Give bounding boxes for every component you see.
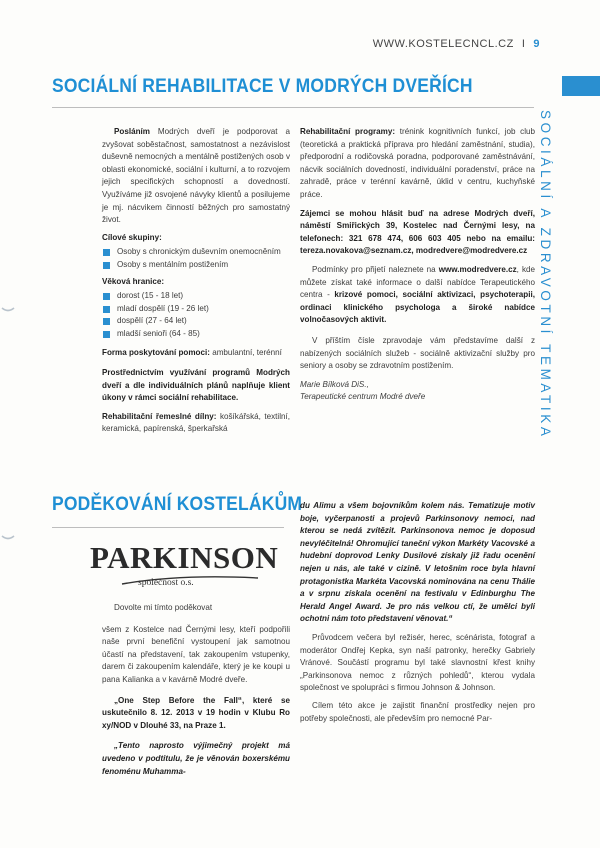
bold-statement: Prostřednictvím využívání programů Modrých dveří a dle individuálních plánů naplňuje klient úkony v rámci sociální rehabilitace.	[102, 368, 290, 403]
signature-org: Terapeutické centrum Modré dveře	[300, 392, 426, 402]
title-rule	[52, 107, 534, 108]
title-rule	[52, 527, 284, 528]
goal-paragraph: Cílem této akce je zajistit finanční prostředky nejen pro potřeby společnosti, ale především pro nemocné Par-	[300, 700, 535, 723]
host-paragraph: Průvodcem večera byl režisér, herec, scénárista, fotograf a moderátor Ondřej Kepka, syn naší patronky, herečky Gabriely Vránové. Součástí programu byl také slavnostní křest knihy „Parkinsonova nemoc z různých pohledů“, kterou vydala společnost ve spolupráci s firmou Johnson & Johnson.	[300, 632, 535, 693]
logo-subtitle: společnost o.s.	[138, 578, 194, 588]
page-number: 9	[533, 38, 540, 50]
conditions-link[interactable]: www.modredvere.cz	[438, 264, 517, 274]
list-item: dospělí (27 - 64 let)	[102, 315, 290, 328]
list-item: Osoby s chronickým duševním onemocněním	[102, 246, 290, 259]
workshops-label: Rehabilitační řemeslné dílny:	[102, 411, 217, 421]
page-header	[373, 38, 540, 50]
age-heading: Věková hranice:	[102, 276, 165, 286]
contact-info: Zájemci se mohou hlásit buď na adrese Modrých dveří, náměstí Smiřických 39, Kostelec nad Černými lesy, na telefonech: 321 678 474, 606 603 405 nebo na emailu: tereza.novakova@seznam.cz, modredvere@modredvere.cz	[300, 208, 535, 256]
logo-wordmark: PARKINSON	[90, 540, 279, 575]
side-section-label: SOCIÁLNÍ A ZDRAVOTNÍ TEMATIKA	[538, 110, 553, 440]
intro-text: Modrých dveří je podporovat a zvyšovat soběstačnost, samostatnost a nezávislost duševně nemocných a mentálně postižených osob v oblasti ekonomické, sociální i kulturní, a to rozvojem jejich specifických schopností a dovedností. Využíváme již osvojené návyky klientů a posilujeme je mj. nácvikem činností běžných pro samostatný život.	[102, 127, 290, 225]
workshops-value: košíkářská, textilní, keramická, papírenská, šperkařská	[102, 411, 291, 434]
intro-paragraph	[102, 126, 290, 227]
form-value: ambulantní, terénní	[212, 347, 282, 357]
side-accent-bar	[562, 76, 600, 96]
binding-mark-icon	[0, 534, 16, 542]
list-item: mladší senioři (64 - 85)	[102, 328, 290, 341]
thanks-paragraph: všem z Kostelce nad Černými lesy, kteří podpořili naše první benefiční vystoupení jak samotnou účastí na představení, tak zakoupením vstupenky, darem či zakoupením kalendáře, který je ke koupi u pana Kalianka a v kavárně Modré dveře.	[102, 624, 290, 684]
age-list	[102, 290, 290, 340]
conditions-paragraph	[300, 264, 535, 327]
list-item: mladí dospělí (19 - 26 let)	[102, 303, 290, 316]
article1-title: SOCIÁLNÍ REHABILITACE V MODRÝCH DVEŘÍCH	[52, 74, 473, 97]
quote-continued: du Alimu a všem bojovníkům kolem nás. Tematizuje motiv boje, vyčerpanosti a projevů Parkinsonovy nemoci, nad kterou se nedá zvítězit. Parkinsonova nemoc je doposud nevyléčitelná! Ohromující taneční výkon Markéty Vacovské a hudební doprovod Lenky Dusilové získaly již řadu ocenění nejen u nás, ale také v cizině. V letošním roce byla hlavní protagonistka Markéta Vacovská nominována na cenu Thálie a v srpnu získala ocenění na festivalu v Edinburghu The Herald Angel Award. Je pro nás velkou ctí, že umělci byli ochotni nám toto představení věnovat.“	[300, 501, 535, 624]
greeting: Dovolte mi tímto poděkovat	[114, 603, 213, 612]
programs	[300, 126, 535, 202]
signature-name: Marie Bílková DiS.,	[300, 379, 369, 389]
list-item: Osoby s mentálním postižením	[102, 259, 290, 272]
parkinson-logo	[90, 540, 279, 600]
list-item: dorost (15 - 18 let)	[102, 290, 290, 303]
article2-title: PODĚKOVÁNÍ KOSTELÁKŮM	[52, 492, 303, 515]
event-paragraph: „One Step Before the Fall“, které se uskutečnilo 8. 12. 2013 v 19 hodin v Klubu Ro xy/NOD v Dlouhé 33, na Praze 1.	[102, 695, 290, 730]
conditions-services: krizové pomoci, sociální aktivizaci, psychoterapii, ordinaci klinického psychologa a široké nabídce volnočasových aktivit.	[300, 290, 535, 325]
form-label: Forma poskytování pomoci:	[102, 347, 210, 357]
site-url: WWW.KOSTELECNCL.CZ	[372, 38, 514, 50]
programs-label: Rehabilitační programy:	[300, 127, 396, 136]
article1-left-column	[102, 126, 290, 441]
conditions-rest: , kde můžete získat také informace o další nabídce Terapeutického centra -	[300, 264, 535, 300]
binding-mark-icon	[0, 306, 16, 314]
workshops	[102, 411, 290, 436]
header-separator: I	[521, 38, 526, 50]
quote-start: „Tento naprosto výjimečný projekt má uvedeno v podtitulu, že je věnován boxerskému fenoménu Muhamma-	[102, 741, 290, 776]
article1-right-column	[300, 126, 535, 404]
programs-value: trénink kognitivních funkcí, job club (teoretická a praktická příprava pro hledání zaměstnání, studia), předporodní a rodičovská poradna, podporované zaměstnávání, nácvik sociálních dovedností, individuální poradenství, práce na zahradě, práce v terénní kavárně, úklid v centru, kuchyňské práce.	[300, 127, 535, 199]
article2-right-column	[300, 500, 535, 730]
conditions-text: Podmínky pro přijetí naleznete na	[312, 264, 436, 274]
target-list	[102, 246, 290, 271]
target-heading: Cílové skupiny:	[102, 232, 162, 242]
next-issue-paragraph: V příštím čísle zpravodaje vám představíme další z nabízených sociálních služeb - sociálně aktivizační služby pro seniory a osoby se zdravotním postižením.	[300, 335, 535, 371]
form-of-help	[102, 347, 290, 360]
intro-lead: Posláním	[114, 127, 150, 136]
article2-left-column	[102, 602, 290, 783]
